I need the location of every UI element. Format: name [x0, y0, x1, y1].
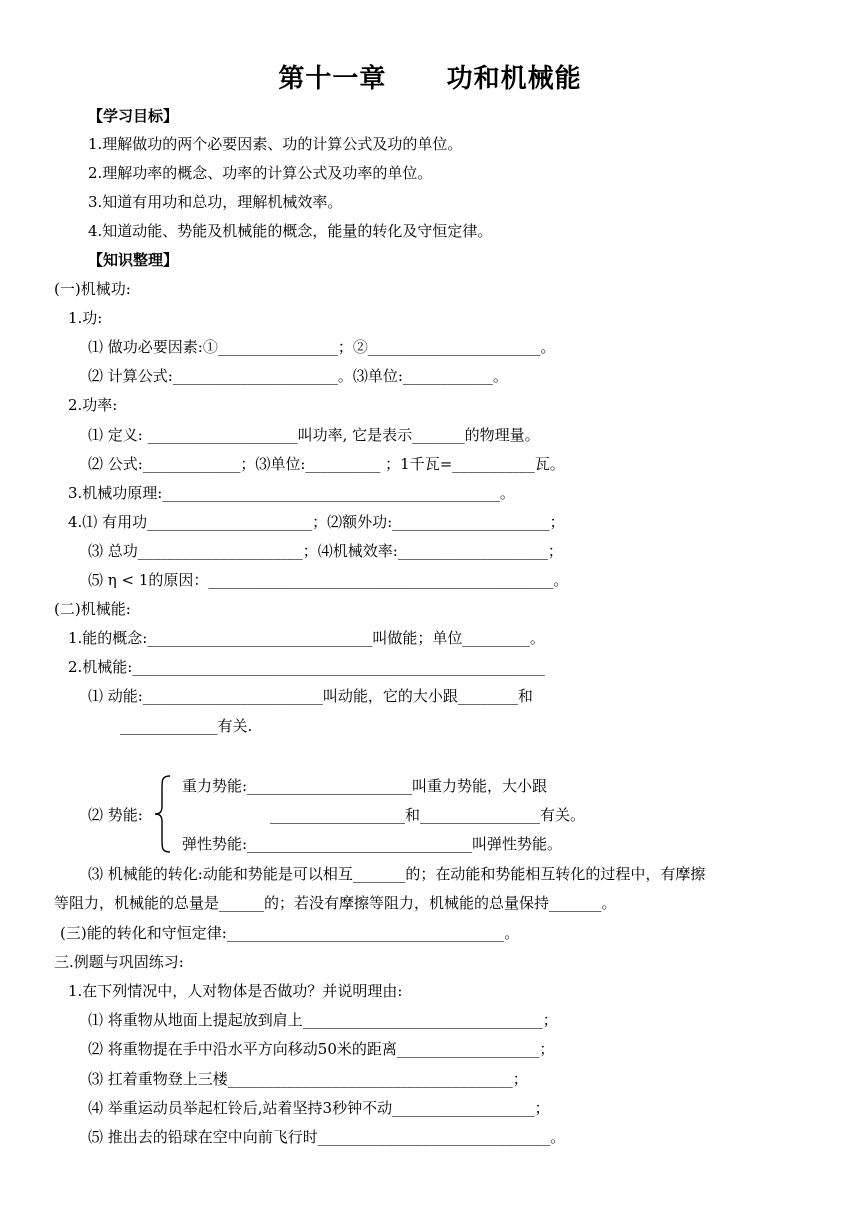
fill-in-line: 4.⑴ 有用功______________________；⑵额外功:_____________________； [68, 513, 565, 531]
objective-item: 4.知道动能、势能及机械能的概念，能量的转化及守恒定律。 [88, 222, 493, 240]
knowledge-heading: 【知识整理】 [88, 251, 179, 269]
fill-in-line: 1.能的概念:______________________________叫做能；单位_________。 [68, 629, 545, 647]
objective-item: 3.知道有用功和总功，理解机械效率。 [88, 193, 343, 211]
potential-energy-label: ⑵ 势能: [88, 806, 143, 824]
fill-in-line: ⑴ 做功必要因素:①________________；②_______________________。 [88, 338, 556, 356]
exercise-item: ⑴ 将重物从地面上提起放到肩上________________________________； [88, 1011, 558, 1029]
exercise-item: ⑷ 举重运动员举起杠铃后,站着坚持3秒钟不动___________________； [88, 1099, 550, 1117]
fill-in-line: ⑴ 动能:________________________叫动能，它的大小跟________和 [88, 687, 533, 705]
fill-in-line: 3.机械功原理:_____________________________________________。 [68, 484, 515, 502]
fill-in-line: ⑵ 公式:_____________；⑶单位:__________ ；1千瓦=___________瓦。 [88, 455, 565, 473]
exercise-item: ⑸ 推出去的铅球在空中向前飞行时_______________________________。 [88, 1128, 566, 1146]
curly-brace-icon [152, 774, 174, 854]
exercises-heading: 三.例题与巩固练习: [54, 953, 184, 971]
fill-in-line: 等阻力，机械能的总量是______的；若没有摩擦等阻力，机械能的总量保持_______。 [54, 894, 617, 912]
section-heading: (三)能的转化和守恒定律:_____________________________________。 [60, 924, 520, 942]
exercise-item: ⑵ 将重物提在手中沿水平方向移动50米的距离___________________； [88, 1040, 555, 1058]
exercise-question: 1.在下列情况中，人对物体是否做功？并说明理由: [68, 982, 403, 1000]
fill-in-line: ⑵ 计算公式:______________________。⑶单位:____________。 [88, 367, 508, 385]
fill-in-line: ⑸ η < 1的原因：______________________________________________。 [88, 571, 569, 589]
section-heading: (一)机械功: [54, 280, 131, 298]
objective-item: 1.理解做功的两个必要因素、功的计算公式及功的单位。 [88, 135, 463, 153]
fill-in-line: 重力势能:______________________叫重力势能，大小跟 [182, 777, 548, 795]
subsection-heading: 1.功: [68, 309, 103, 327]
fill-in-line: 弹性势能:______________________________叫弹性势能。 [182, 835, 563, 853]
fill-in-line: ⑶ 总功______________________；⑷机械效率:____________________； [88, 542, 563, 560]
fill-in-line: ⑶ 机械能的转化:动能和势能是可以相互_______的；在动能和势能相互转化的过程中，有摩擦 [88, 865, 706, 883]
fill-in-line: ⑴ 定义: ____________________叫功率, 它是表示_______的物理量。 [88, 426, 540, 444]
page-title: 第十一章 功和机械能 [278, 64, 582, 94]
fill-in-line: _____________有关. [120, 717, 253, 735]
objectives-heading: 【学习目标】 [88, 107, 179, 125]
objective-item: 2.理解功率的概念、功率的计算公式及功率的单位。 [88, 164, 433, 182]
section-heading: (二)机械能: [54, 600, 131, 618]
fill-in-line: __________________和________________有关。 [270, 806, 586, 824]
exercise-item: ⑶ 扛着重物登上三楼______________________________________； [88, 1070, 528, 1088]
fill-in-line: 2.机械能:_______________________________________________________ [68, 658, 545, 676]
subsection-heading: 2.功率: [68, 396, 118, 414]
